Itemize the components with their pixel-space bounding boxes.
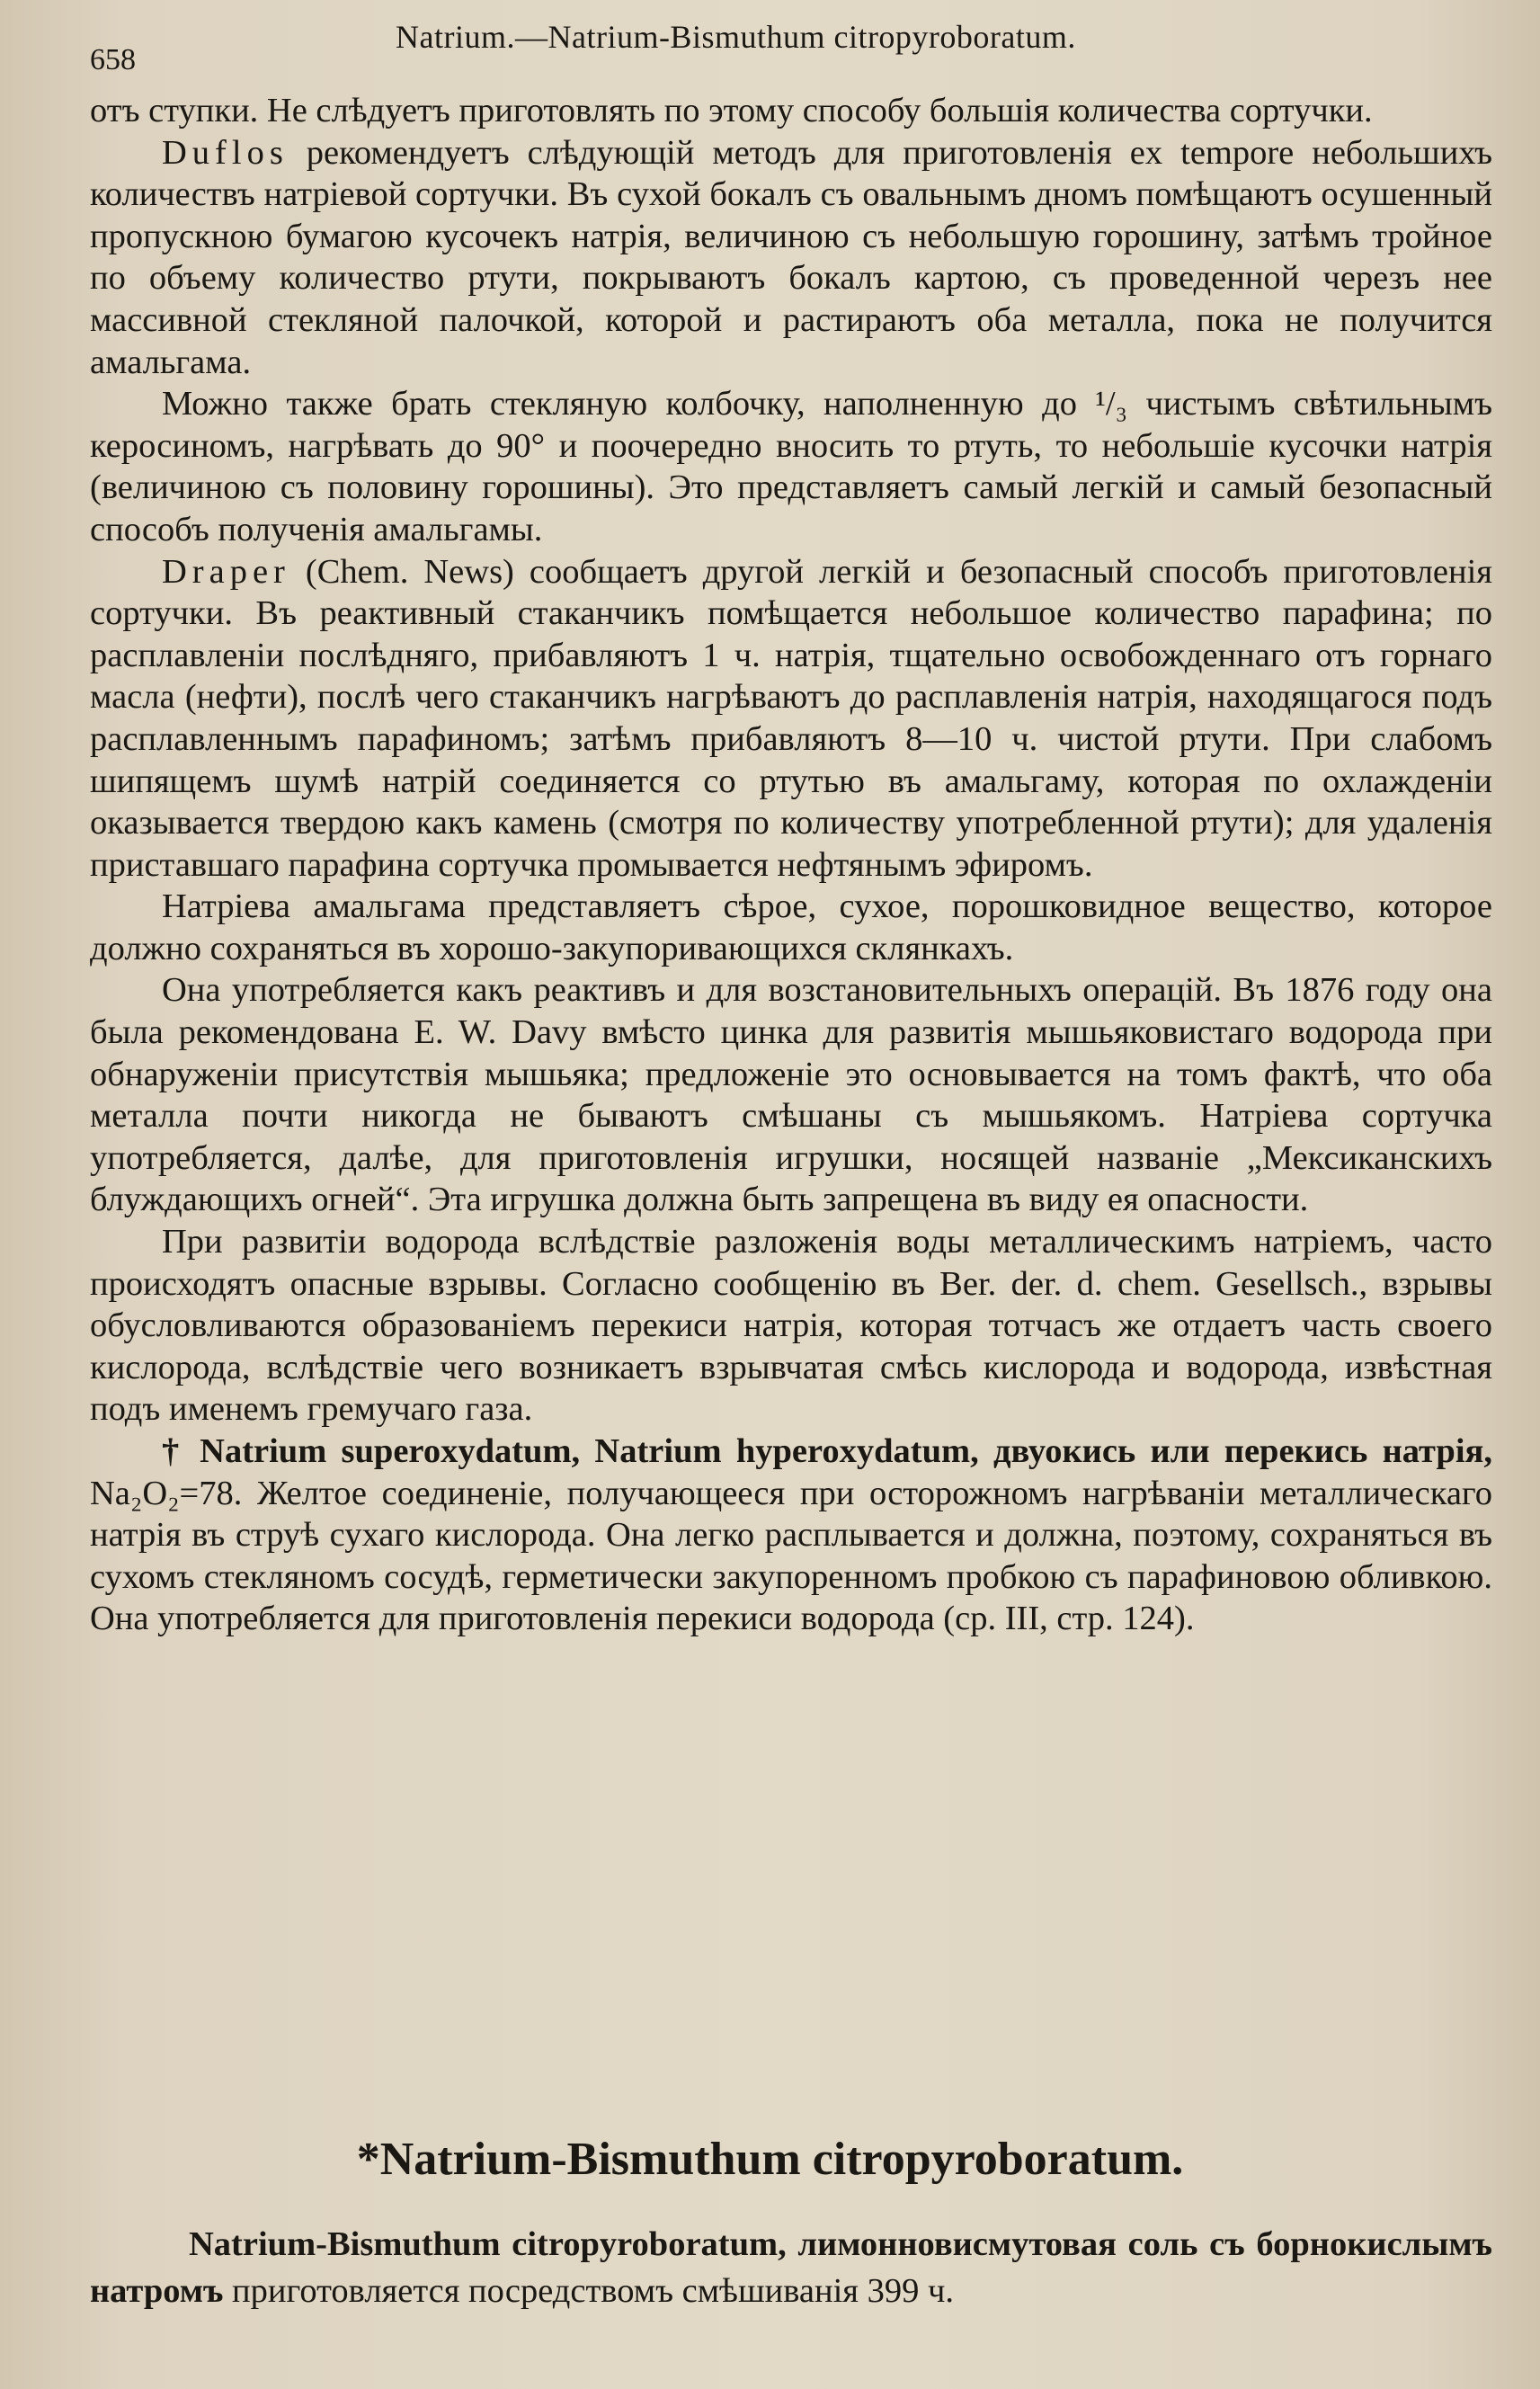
paragraph: † Natrium superoxydatum, Natrium hyperoxydatum, двуокись или перекись натрія, Na₂O₂=78. Желтое соединеніе, получающееся при осторожномъ нагрѣваніи металлическаго натрія въ струѣ сухаго кислорода. Она легко расплывается и должна, поэтому, сохраняться въ сухомъ стекляномъ сосудѣ, герметически закупоренномъ пробкою съ парафиновою обливкою. Она употребляется для приготовленія перекиси водорода (ср. III, стр. 124).: [90, 1432, 1492, 1638]
page-number: 658: [90, 43, 136, 76]
paragraph: Draper (Chem. News) сообщаетъ другой легкій и безопасный способъ приготовленія сортучки. Въ реактивный стаканчикъ помѣщается небольшое количество парафина; по расплавленіи послѣдняго, прибавляютъ 1 ч. натрія, тщательно освобожденнаго отъ горнаго масла (нефти), послѣ чего стаканчикъ нагрѣваютъ до расплавленія натрія, находящагося подъ расплавленнымъ парафиномъ; затѣмъ прибавляютъ 8—10 ч. чистой ртути. При слабомъ шипящемъ шумѣ натрій соединяется со ртутью въ амальгаму, которая по охлажденіи оказывается твердою какъ камень (смотря по количеству употребленной ртути); для удаленія приставшаго парафина сортучка промывается нефтянымъ эфиромъ.: [90, 552, 1492, 884]
entry-title: Natrium-Bismuthum citropyroboratum, лимонновисмутовая соль съ борнокислымъ натромъ: [90, 2225, 1492, 2310]
paragraph: Можно также брать стекляную колбочку, наполненную до ¹/₃ чистымъ свѣтильнымъ керосиномъ, нагрѣвать до 90° и поочередно вносить то ртуть, то небольшіе кусочки натрія (величиною съ половину горошины). Это представляетъ самый легкій и самый безопасный способъ полученія амальгамы.: [90, 385, 1492, 548]
author-name: Duflos: [162, 133, 289, 172]
paragraph: отъ ступки. Не слѣдуетъ приготовлять по этому способу большія количества сортучки.: [90, 92, 1373, 129]
section-heading: *Natrium-Bismuthum citropyroboratum.: [356, 2134, 1184, 2185]
entry-title: † Natrium superoxydatum, Natrium hyperoxydatum, двуокись или перекись натрія,: [162, 1432, 1492, 1470]
paragraph: Она употребляется какъ реактивъ и для возстановительныхъ операцій. Въ 1876 году она была рекомендована E. W. Davy вмѣсто цинка для развитія мышьяковистаго водорода при обнаруженіи присутствія мышьяка; предложеніе это основывается на томъ фактѣ, что оба металла почти никогда не бываютъ смѣшаны съ мышьякомъ. Натріева сортучка употребляется, далѣе, для приготовленія игрушки, носящей названіе „Мексиканскихъ блуждающихъ огней“. Эта игрушка должна быть запрещена въ виду ея опасности.: [90, 971, 1492, 1219]
paragraph: Натріева амальгама представляетъ сѣрое, сухое, порошковидное вещество, которое должно сохраняться въ хорошо-закупоривающихся склянкахъ.: [90, 887, 1492, 967]
body-text: [90, 90, 1492, 1640]
running-title: Natrium.—Natrium-Bismuthum citropyroboratum.: [396, 19, 1076, 55]
paragraph: Duflos рекомендуетъ слѣдующій методъ для приготовленія ex tempore небольшихъ количествъ натріевой сортучки. Въ сухой бокалъ съ овальнымъ дномъ помѣщаютъ осушенный пропускною бумагою кусочекъ натрія, величиною съ небольшую горошину, затѣмъ тройное по объему количество ртути, покрываютъ бокалъ картою, съ проведенной черезъ нее массивной стекляной палочкой, которой и растираютъ оба металла, пока не получится амальгама.: [90, 133, 1492, 381]
paragraph: Natrium-Bismuthum citropyroboratum, лимонновисмутовая соль съ борнокислымъ натромъ приготовляется посредствомъ смѣшиванія 399 ч.: [90, 2225, 1492, 2310]
paragraph: При развитіи водорода вслѣдствіе разложенія воды металлическимъ натріемъ, часто происходятъ опасные взрывы. Согласно сообщенію въ Ber. der. d. chem. Gesellsch., взрывы обусловливаются образованіемъ перекиси натрія, которая тотчасъ же отдаетъ часть своего кислорода, вслѣдствіе чего возникаетъ взрывчатая смѣсь кислорода и водорода, извѣстная подъ именемъ гремучаго газа.: [90, 1223, 1492, 1429]
page-header: [90, 18, 1492, 76]
author-name: Draper: [162, 552, 290, 591]
